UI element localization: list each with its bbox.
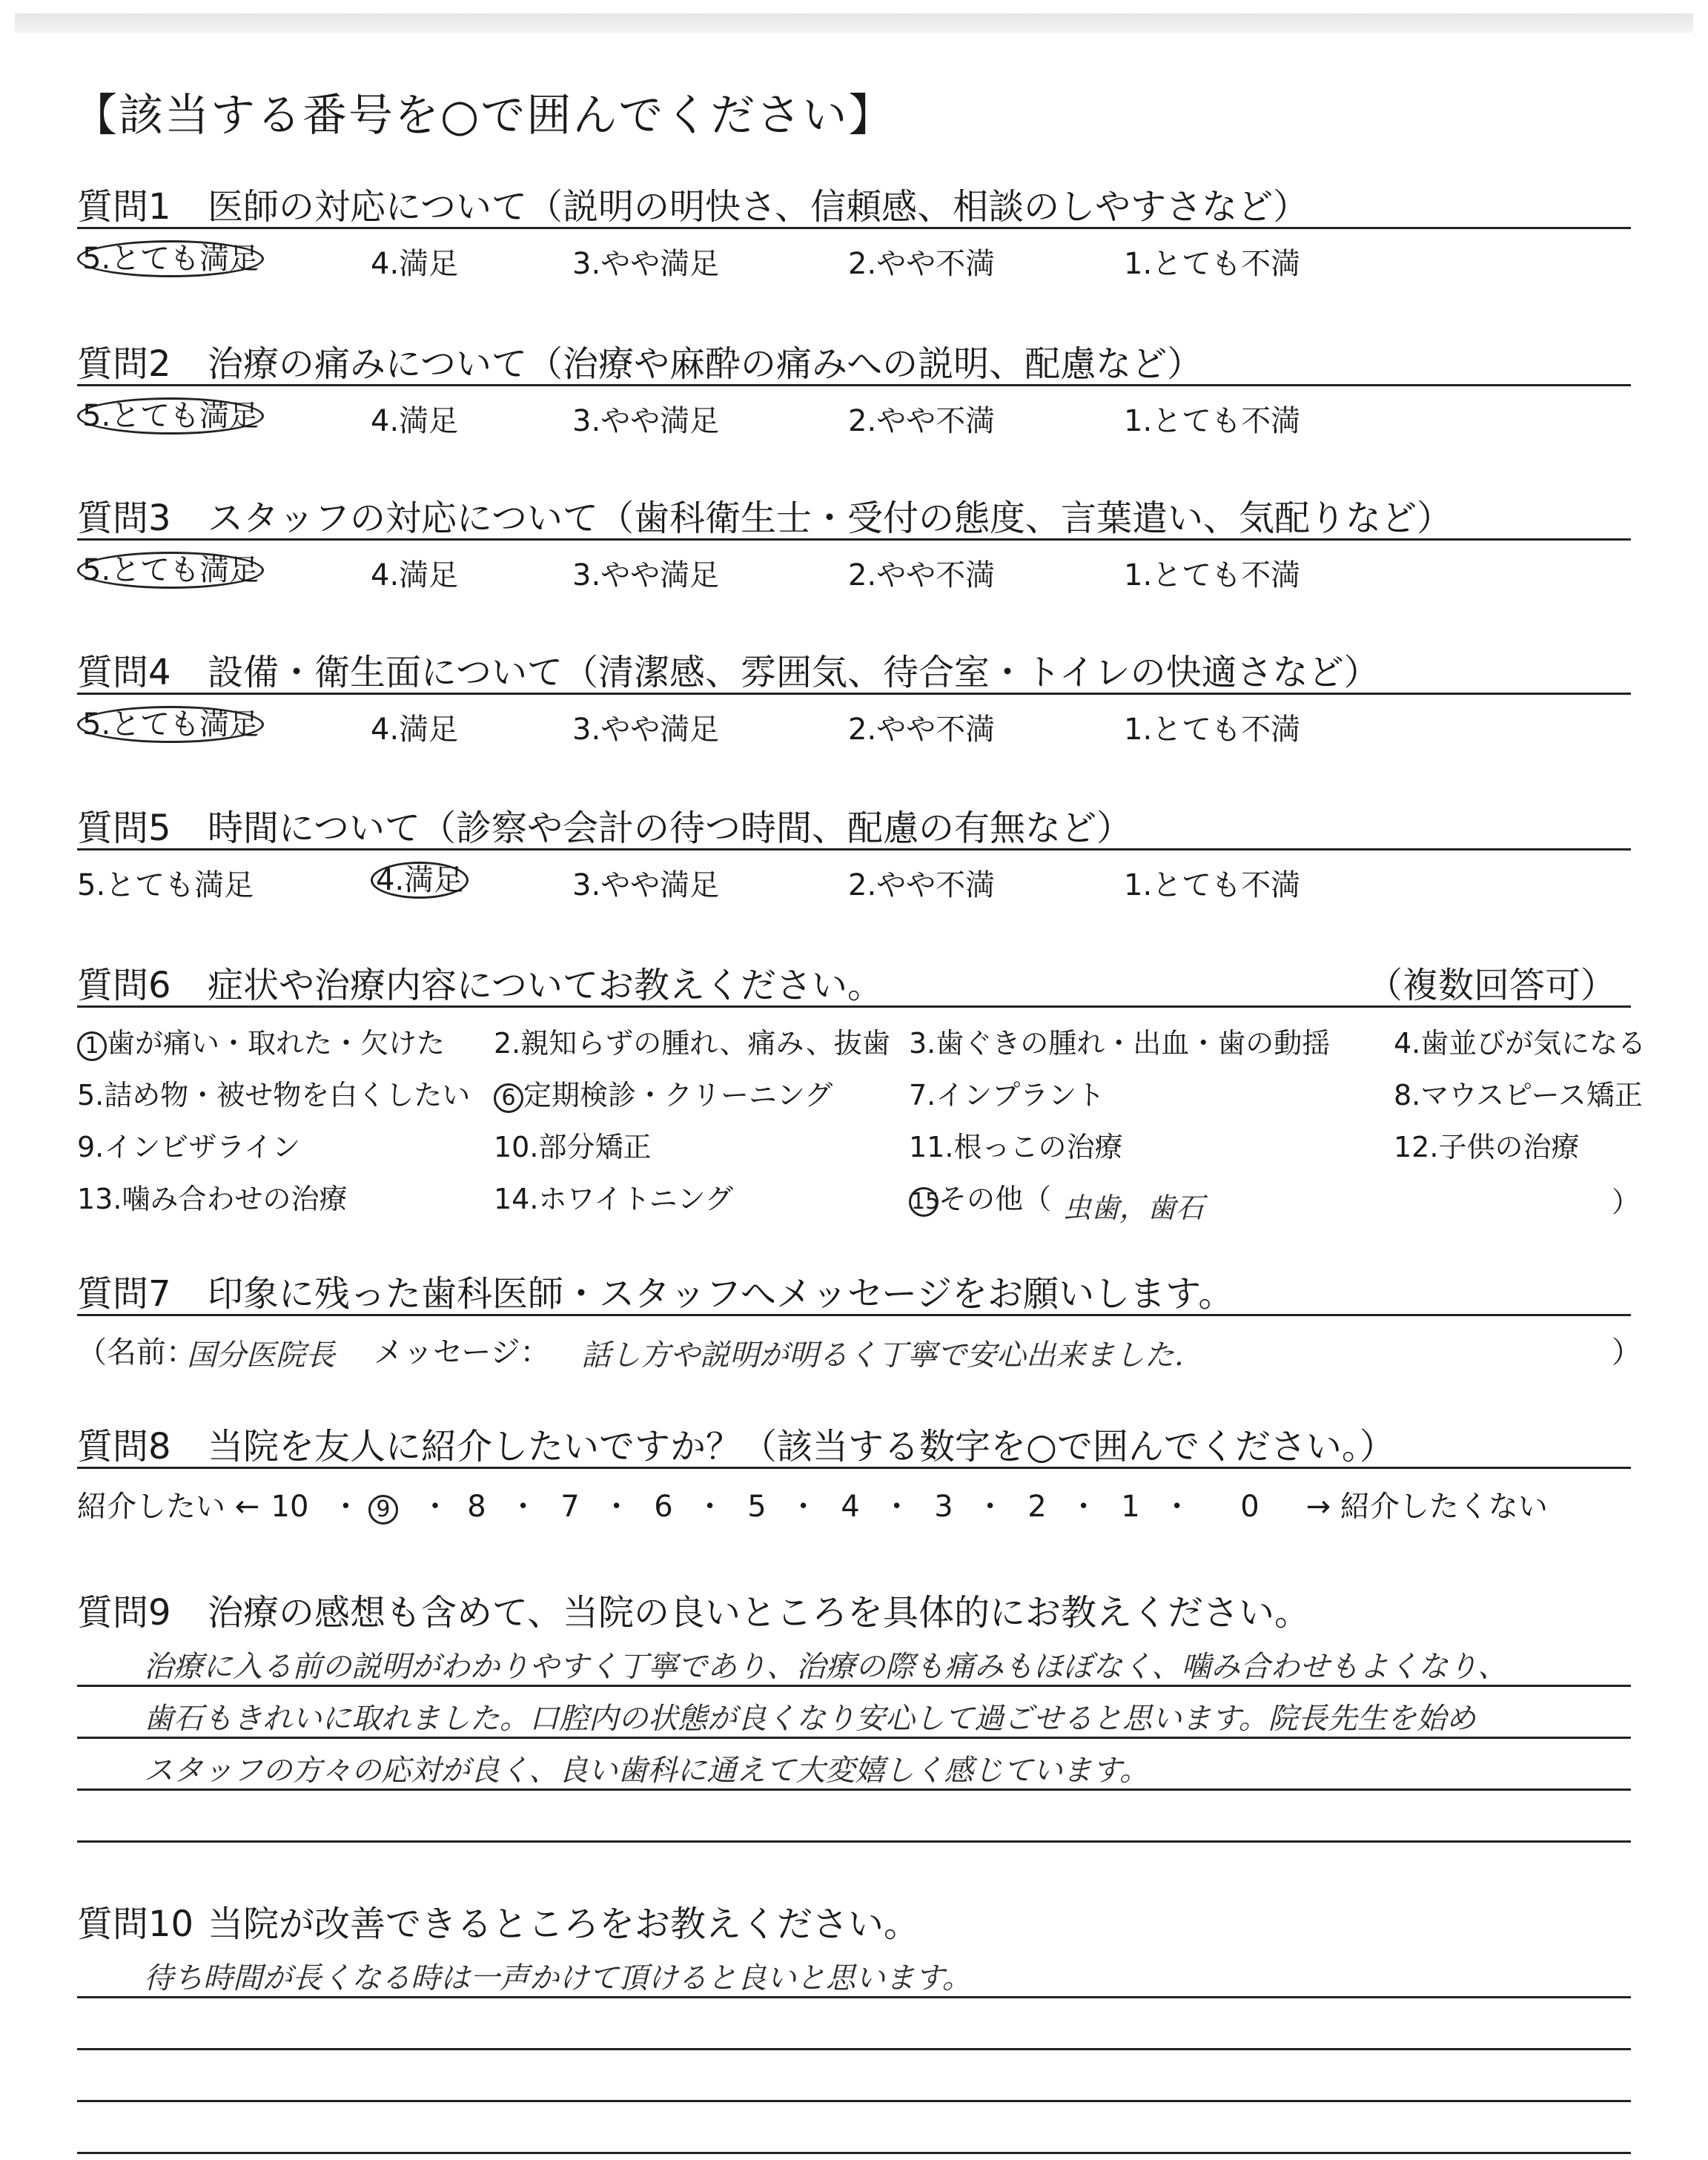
question-number: 質問7 — [77, 1273, 171, 1315]
option-label: 2.やや不満 — [848, 713, 996, 747]
option-label: 4.満足 — [371, 247, 459, 281]
rating-option-3[interactable] — [572, 552, 719, 594]
rating-option-2[interactable] — [848, 240, 995, 283]
rating-option-1[interactable] — [1124, 240, 1300, 283]
question-text: スタッフの対応について（歯科衛生士・受付の態度、言葉遣い、気配りなど） — [208, 498, 1453, 539]
option-label: 4.満足 — [371, 713, 459, 747]
dot-separator: ・ — [1068, 1490, 1099, 1524]
question-text: 治療の感想も含めて、当院の良いところを具体的にお教えください。 — [208, 1592, 1311, 1634]
rating-option-3[interactable] — [572, 397, 719, 440]
name-value: 国分医院長 — [187, 1338, 335, 1373]
selected-mark: 5.とても満足 — [77, 706, 264, 743]
option-label: 定期検診・クリーニング — [523, 1079, 833, 1112]
scale-value-7[interactable] — [549, 1483, 643, 1525]
symptom-option-3[interactable] — [909, 1020, 1330, 1061]
scale-number: 6 — [654, 1490, 673, 1524]
option-number: 7. — [909, 1079, 936, 1112]
option-label: その他（ — [939, 1183, 1052, 1215]
dot-separator: ・ — [975, 1490, 1005, 1524]
rating-option-4[interactable] — [371, 240, 458, 283]
option-label: 1.とても不満 — [1124, 868, 1301, 902]
question-text: 印象に残った歯科医師・スタッフへメッセージをお願いします。 — [208, 1273, 1234, 1315]
page-title: 【該当する番号を○で囲んでください】 — [73, 90, 895, 142]
scale-value-4[interactable] — [830, 1483, 923, 1525]
scale-number: 2 — [1027, 1490, 1047, 1524]
scale-value-5[interactable] — [736, 1483, 830, 1525]
selected-mark: 4.満足 — [371, 862, 469, 899]
option-label: 歯ぐきの腫れ・出血・歯の動揺 — [936, 1027, 1331, 1060]
symptom-option-8[interactable] — [1394, 1072, 1643, 1113]
answer-line — [77, 2100, 1631, 2102]
selected-mark: 5.とても満足 — [77, 552, 264, 589]
dot-separator: ・ — [881, 1490, 912, 1524]
question-number: 質問3 — [77, 498, 171, 539]
multiple-answers-note: （複数回答可） — [1367, 965, 1617, 1006]
option-label: 3.やや満足 — [572, 558, 720, 592]
option-number: 3. — [909, 1027, 936, 1060]
option-label: 2.やや不満 — [848, 868, 996, 902]
rating-option-4[interactable] — [371, 862, 469, 899]
rating-option-5[interactable] — [77, 706, 264, 743]
question-number: 質問4 — [77, 652, 171, 693]
rating-option-1[interactable] — [1124, 862, 1300, 904]
rating-option-5[interactable] — [77, 552, 264, 589]
option-label: 根っこの治療 — [953, 1131, 1123, 1163]
symptom-option-4[interactable] — [1394, 1020, 1646, 1061]
rating-option-3[interactable] — [572, 240, 719, 283]
recommend-scale — [77, 1483, 1548, 1525]
option-number: 13. — [77, 1183, 122, 1215]
rating-option-4[interactable] — [371, 397, 458, 440]
option-label: インプラント — [936, 1079, 1105, 1112]
question-text: 医師の対応について（説明の明快さ、信頼感、相談のしやすさなど） — [208, 186, 1309, 228]
option-number: 2. — [494, 1027, 521, 1060]
scale-number: 4 — [841, 1490, 860, 1524]
question-number: 質問1 — [77, 186, 171, 228]
scale-number: 1 — [1121, 1490, 1140, 1524]
option-number: 5. — [77, 1079, 105, 1112]
option-label: インビザライン — [104, 1131, 301, 1163]
dot-separator: ・ — [420, 1490, 450, 1524]
question-number: 質問8 — [77, 1426, 171, 1467]
option-number: 9. — [77, 1131, 105, 1163]
selected-mark: 1 — [77, 1031, 107, 1061]
scale-value-3[interactable] — [923, 1483, 1016, 1525]
option-label: 3.やや満足 — [572, 713, 720, 747]
selected-mark: 5.とても満足 — [77, 240, 264, 277]
option-label: 詰め物・被せ物を白くしたい — [104, 1079, 471, 1112]
option-label: 部分矯正 — [538, 1131, 652, 1163]
option-label: 歯が痛い・取れた・欠けた — [107, 1027, 446, 1060]
answer-line — [77, 2048, 1631, 2050]
question-text: 治療の痛みについて（治療や麻酔の痛みへの説明、配慮など） — [208, 343, 1203, 385]
underline — [77, 227, 1631, 229]
scale-number: 10 — [271, 1490, 309, 1524]
symptom-option-2[interactable] — [494, 1020, 890, 1061]
symptom-option-13[interactable] — [77, 1176, 347, 1217]
rating-option-2[interactable] — [848, 862, 995, 904]
scale-value-6[interactable] — [643, 1483, 736, 1525]
rating-option-1[interactable] — [1124, 397, 1300, 440]
scale-right-label: → 紹介したくない — [1305, 1490, 1548, 1524]
scan-top-edge — [15, 13, 1693, 33]
symptom-option-5[interactable] — [77, 1072, 470, 1113]
scale-left-label: 紹介したい ← — [77, 1490, 260, 1524]
rating-option-5[interactable] — [77, 240, 264, 277]
scale-value-10[interactable] — [269, 1483, 363, 1525]
underline — [77, 1005, 1631, 1008]
option-label: 3.やや満足 — [572, 868, 720, 902]
option-label: 子供の治療 — [1438, 1131, 1580, 1163]
option-label: 4.満足 — [371, 404, 459, 438]
rating-option-4[interactable] — [371, 552, 458, 594]
underline — [77, 848, 1631, 851]
answer-line — [77, 2152, 1631, 2154]
rating-option-1[interactable] — [1124, 552, 1300, 594]
rating-option-5[interactable] — [77, 397, 264, 435]
question-number: 質問5 — [77, 807, 171, 849]
name-label: （名前： — [77, 1335, 196, 1370]
message-label: メッセージ： — [374, 1335, 550, 1370]
close-paren: ） — [1612, 1186, 1641, 1218]
option-label: 1.とても不満 — [1124, 713, 1301, 747]
scale-number: 7 — [560, 1490, 580, 1524]
symptom-option-9[interactable] — [77, 1124, 300, 1165]
question-text: 当院を友人に紹介したいですか？（該当する数字を○で囲んでください。） — [208, 1426, 1395, 1467]
question-number: 質問10 — [77, 1903, 194, 1945]
rating-option-1[interactable] — [1124, 706, 1300, 748]
symptom-option-11[interactable] — [909, 1124, 1122, 1165]
dot-separator: ・ — [508, 1490, 538, 1524]
dot-separator: ・ — [788, 1490, 818, 1524]
question-text: 当院が改善できるところをお教えください。 — [208, 1903, 920, 1945]
option-label: マウスピース矯正 — [1420, 1079, 1643, 1112]
symptom-option-15[interactable] — [909, 1176, 1051, 1217]
option-label: 1.とても不満 — [1124, 558, 1301, 592]
handwritten-answer-line: 待ち時間が長くなる時は一声かけて頂けると良いと思います。 — [144, 1961, 972, 1995]
question-text: 設備・衛生面について（清潔感、雰囲気、待合室・トイレの快適さなど） — [208, 652, 1380, 693]
option-label: ホワイトニング — [538, 1183, 734, 1215]
symptom-option-12[interactable] — [1394, 1124, 1579, 1165]
underline — [77, 538, 1631, 541]
option-number: 4. — [1394, 1027, 1421, 1060]
option-label: 2.やや不満 — [848, 404, 996, 438]
question-number: 質問9 — [77, 1592, 171, 1634]
rating-option-2[interactable] — [848, 552, 995, 594]
rating-option-2[interactable] — [848, 706, 995, 748]
scale-value-1[interactable] — [1110, 1483, 1203, 1525]
question-number: 質問2 — [77, 343, 171, 385]
option-number: 11. — [909, 1131, 954, 1163]
option-label: 1.とても不満 — [1124, 247, 1301, 281]
underline — [77, 1467, 1631, 1469]
option-number: 12. — [1394, 1131, 1439, 1163]
option-label: 3.やや満足 — [572, 404, 720, 438]
dot-separator: ・ — [331, 1490, 361, 1524]
question-text: 症状や治療内容についてお教えください。 — [208, 965, 884, 1006]
scale-number: 3 — [934, 1490, 953, 1524]
rating-option-3[interactable] — [572, 706, 719, 748]
symptom-option-10[interactable] — [494, 1124, 651, 1165]
dot-separator: ・ — [601, 1490, 632, 1524]
underline — [77, 1314, 1631, 1316]
question-number: 質問6 — [77, 965, 171, 1006]
handwritten-answer-line: スタッフの方々の応対が良く、良い歯科に通えて大変嬉しく感じています。 — [144, 1754, 1149, 1788]
scale-number: 0 — [1240, 1490, 1260, 1524]
option-label: 親知らずの腫れ、痛み、抜歯 — [520, 1027, 890, 1060]
option-label: 1.とても不満 — [1124, 404, 1301, 438]
scale-value-0[interactable] — [1203, 1490, 1297, 1524]
rating-option-3[interactable] — [572, 862, 719, 904]
message-value: 話し方や説明が明るく丁寧で安心出来ました. — [581, 1338, 1184, 1373]
option-label: 歯並びが気になる — [1420, 1027, 1646, 1060]
scale-number: 5 — [747, 1490, 767, 1524]
option-label: 4.満足 — [371, 558, 459, 592]
option-number: 10. — [494, 1131, 539, 1163]
symptom-option-6[interactable] — [494, 1072, 833, 1113]
symptom-option-14[interactable] — [494, 1176, 733, 1217]
option-label: 2.やや不満 — [848, 558, 996, 592]
answer-line — [77, 1840, 1631, 1843]
dot-separator: ・ — [695, 1490, 725, 1524]
handwritten-answer-line: 歯石もきれいに取れました。口腔内の状態が良くなり安心して過ごせると思います。院長先生を始め — [144, 1702, 1476, 1736]
scale-value-2[interactable] — [1016, 1483, 1110, 1525]
scale-value-8[interactable] — [456, 1483, 549, 1525]
rating-option-5[interactable] — [77, 862, 254, 904]
selected-mark: 5.とても満足 — [77, 397, 264, 435]
option-label: 3.やや満足 — [572, 247, 720, 281]
symptom-option-7[interactable] — [909, 1072, 1105, 1113]
option-number: 14. — [494, 1183, 539, 1215]
selected-mark: 9 — [368, 1495, 398, 1525]
symptom-option-1[interactable] — [77, 1020, 445, 1061]
scale-number: 8 — [467, 1490, 486, 1524]
selected-mark: 6 — [494, 1083, 523, 1113]
option-label: 2.やや不満 — [848, 247, 996, 281]
handwritten-answer-line: 治療に入る前の説明がわかりやすく丁寧であり、治療の際も痛みもほぼなく、噛み合わせもよくなり、 — [144, 1650, 1508, 1684]
question-text: 時間について（診察や会計の待つ時間、配慮の有無など） — [208, 807, 1133, 849]
other-answer: 虫歯，歯石 — [1063, 1192, 1205, 1224]
close-paren: ） — [1612, 1335, 1641, 1370]
underline — [77, 384, 1631, 386]
option-label: 5.とても満足 — [77, 868, 254, 902]
scale-value-9[interactable] — [363, 1483, 456, 1525]
selected-mark: 15 — [909, 1187, 939, 1217]
option-number: 8. — [1394, 1079, 1421, 1112]
rating-option-4[interactable] — [371, 706, 458, 748]
dot-separator: ・ — [1162, 1490, 1192, 1524]
rating-option-2[interactable] — [848, 397, 995, 440]
option-label: 噛み合わせの治療 — [122, 1183, 348, 1215]
underline — [77, 693, 1631, 695]
